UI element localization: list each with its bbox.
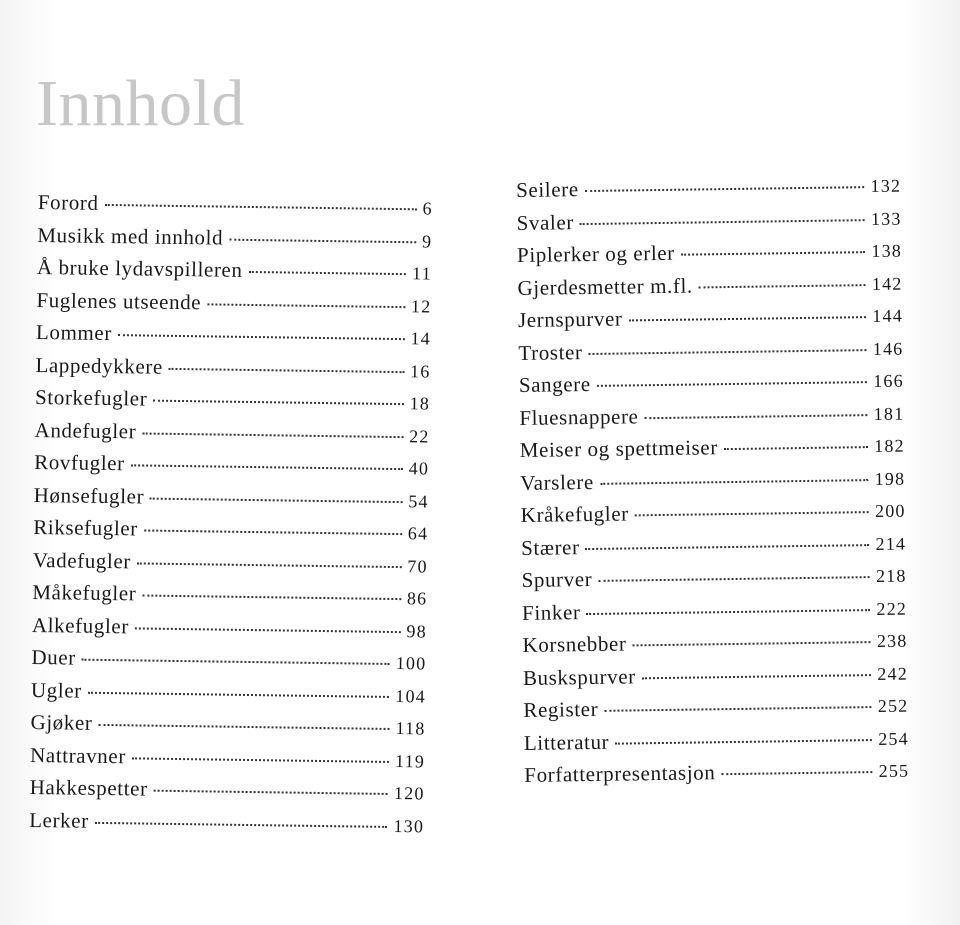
toc-entry-page: 132: [870, 175, 902, 197]
toc-entry: [36, 320, 431, 358]
toc-entry-title: Storkefugler: [34, 384, 148, 411]
dot-leader: [95, 821, 388, 827]
toc-entry-page: 142: [871, 273, 903, 294]
toc-entry-page: 166: [873, 370, 905, 392]
dot-leader: [589, 349, 867, 355]
toc-entry-page: 22: [409, 425, 430, 446]
toc-entry-title: Lappedykkere: [35, 352, 164, 379]
toc-entry-page: 242: [877, 663, 909, 684]
dot-leader: [681, 251, 866, 256]
toc-entry-title: Forord: [37, 190, 99, 215]
toc-entry: [519, 368, 904, 406]
toc-entry-title: Kråkefugler: [520, 501, 629, 527]
dot-leader: [597, 381, 868, 387]
toc-entry-title: Hakkespetter: [29, 774, 148, 801]
dot-leader: [615, 739, 872, 745]
toc-entry: [520, 465, 905, 503]
toc-entry-page: 6: [422, 198, 433, 219]
toc-entry-title: Musikk med innhold: [37, 222, 224, 250]
dot-leader: [724, 446, 868, 450]
dot-leader: [137, 562, 401, 568]
dot-leader: [699, 284, 866, 288]
toc-entry-title: Å bruke lydavspilleren: [36, 254, 243, 282]
dot-leader: [142, 594, 401, 600]
toc-entry-title: Seilere: [516, 177, 579, 202]
toc-entry-page: 11: [412, 263, 433, 284]
page-title: Innhold: [36, 67, 245, 141]
toc-entry-page: 16: [409, 360, 431, 381]
toc-entry-page: 238: [876, 630, 908, 652]
toc-entry-page: 119: [394, 750, 426, 771]
toc-entry-title: Lerker: [29, 807, 89, 833]
toc-entry-page: 218: [875, 565, 907, 587]
toc-entry: [34, 417, 429, 455]
toc-entry: [524, 758, 909, 796]
toc-entry: [30, 710, 425, 748]
toc-entry-page: 200: [874, 500, 906, 522]
dot-leader: [642, 674, 872, 679]
dot-leader: [721, 771, 872, 775]
toc-entry: [521, 563, 906, 601]
toc-entry: [34, 450, 429, 488]
dot-leader: [249, 271, 407, 275]
toc-entry-title: Riksefugler: [33, 514, 139, 541]
toc-entry-page: 104: [395, 685, 427, 706]
toc-entry: [36, 287, 431, 325]
dot-leader: [135, 627, 401, 633]
toc-entry-title: Buskspurver: [522, 663, 636, 690]
toc-entry-page: 138: [871, 240, 903, 262]
toc-entry: [29, 775, 424, 813]
dot-leader: [144, 530, 402, 536]
toc-entry-page: 181: [873, 403, 905, 424]
toc-entry-title: Finker: [521, 599, 581, 625]
dot-leader: [142, 432, 403, 438]
toc-entry-page: 12: [410, 295, 432, 317]
dot-leader: [154, 790, 388, 795]
dot-leader: [88, 691, 390, 697]
toc-entry-title: Fuglenes utseende: [36, 287, 202, 314]
toc-entry-page: 133: [870, 208, 902, 229]
dot-leader: [586, 544, 870, 550]
toc-entry-page: 254: [878, 728, 909, 749]
toc-entry-title: Måkefugler: [32, 579, 137, 606]
toc-entry-title: Alkefugler: [31, 612, 130, 638]
toc-entry-page: 252: [877, 695, 909, 716]
dot-leader: [587, 609, 871, 615]
dot-leader: [132, 757, 389, 763]
dot-leader: [169, 367, 404, 372]
dot-leader: [82, 659, 390, 665]
dot-leader: [632, 641, 870, 646]
toc-entry-page: 100: [395, 653, 427, 674]
dot-leader: [118, 334, 405, 340]
toc-entry-title: Meiser og spettmeiser: [519, 435, 719, 462]
dot-leader: [580, 219, 865, 225]
toc-entry: [516, 205, 901, 243]
toc-entry: [516, 173, 901, 211]
dot-leader: [585, 186, 865, 192]
dot-leader: [153, 400, 403, 405]
toc-entry: [523, 660, 908, 698]
toc-entry-title: Gjerdesmetter m.fl.: [517, 273, 693, 300]
toc-entry-page: 70: [407, 555, 428, 576]
toc-entry: [35, 352, 430, 390]
dot-leader: [604, 706, 872, 712]
dot-leader: [600, 479, 869, 485]
toc-entry-page: 54: [408, 490, 429, 511]
toc-entry-page: 144: [872, 305, 904, 327]
toc-entry-page: 40: [408, 458, 430, 479]
dot-leader: [150, 497, 402, 503]
toc-entry-title: Rovfugler: [34, 449, 125, 476]
toc-entry: [517, 238, 902, 276]
toc-entry-title: Lommer: [35, 319, 113, 346]
toc-entry-title: Stærer: [520, 534, 580, 560]
toc-entry: [524, 725, 909, 763]
toc-entry-title: Spurver: [521, 566, 593, 592]
toc-entry: [38, 190, 433, 228]
toc-entry-title: Forfatterpresentasjon: [524, 760, 716, 787]
toc-entry-page: 120: [393, 783, 425, 804]
dot-leader: [98, 724, 389, 730]
toc-entry-title: Svaler: [516, 209, 575, 235]
toc-entry-title: Duer: [31, 644, 77, 670]
toc-entry-page: 118: [395, 718, 426, 739]
toc-entry-page: 18: [409, 393, 431, 414]
toc-entry-title: Nattravner: [29, 742, 127, 768]
toc-entry-title: Korsnebber: [522, 631, 627, 657]
toc-entry: [37, 255, 432, 293]
toc-entry-page: 198: [874, 468, 906, 489]
toc-entry: [32, 580, 427, 618]
toc-entry-page: 130: [393, 815, 425, 836]
toc-entry: [31, 645, 426, 683]
toc-entry-title: Jernspurver: [517, 306, 623, 332]
toc-entry: [31, 677, 426, 715]
toc-entry-page: 214: [875, 533, 907, 554]
toc-entry: [522, 595, 907, 633]
toc-entry-title: Andefugler: [34, 417, 137, 443]
toc-entry-title: Gjøker: [30, 709, 93, 735]
toc-entry: [33, 482, 428, 520]
dot-leader: [207, 303, 405, 308]
toc-entry-title: Fluesnappere: [519, 403, 639, 430]
toc-entry-title: Ugler: [30, 677, 83, 703]
toc-entry-page: 98: [406, 620, 428, 641]
toc-entry: [32, 612, 427, 650]
toc-left-column: [29, 190, 433, 845]
toc-entry-page: 14: [410, 328, 432, 349]
toc-entry: [518, 303, 903, 341]
toc-entry: [521, 530, 906, 568]
toc-entry-page: 64: [407, 523, 429, 544]
toc-entry: [33, 515, 428, 553]
toc-entry-page: 86: [406, 588, 428, 609]
toc-entry-title: Register: [523, 696, 599, 722]
toc-entry: [29, 807, 424, 845]
toc-entry: [519, 400, 904, 438]
toc-entry: [33, 547, 428, 585]
toc-entry: [517, 270, 902, 308]
dot-leader: [598, 576, 870, 582]
toc-entry-title: Vadefugler: [32, 547, 132, 573]
toc-entry-title: Hønsefugler: [33, 482, 145, 509]
dot-leader: [635, 511, 869, 516]
toc-entry-page: 255: [878, 760, 910, 781]
toc-entry-title: Sangere: [518, 371, 591, 397]
dot-leader: [105, 204, 417, 210]
toc-entry-title: Piplerker og erler: [516, 240, 675, 267]
toc-entry: [520, 433, 905, 471]
toc-entry: [521, 498, 906, 536]
toc-entry: [37, 222, 432, 260]
toc-entry: [523, 693, 908, 731]
toc-entry-page: 182: [874, 435, 905, 457]
toc-entry-page: 222: [876, 598, 908, 619]
dot-leader: [229, 238, 416, 243]
toc-entry-page: 9: [421, 230, 433, 252]
toc-entry-title: Litteratur: [523, 729, 610, 755]
dot-leader: [629, 316, 867, 321]
toc-entry: [35, 385, 430, 423]
toc-entry: [518, 335, 903, 373]
dot-leader: [645, 414, 868, 419]
toc-right-column: [516, 173, 910, 796]
toc-entry-title: Varslere: [520, 469, 595, 495]
toc-entry-page: 146: [872, 338, 904, 359]
dot-leader: [131, 464, 403, 470]
toc-entry: [30, 742, 425, 780]
toc-entry: [522, 628, 907, 666]
toc-entry-title: Troster: [518, 339, 583, 365]
